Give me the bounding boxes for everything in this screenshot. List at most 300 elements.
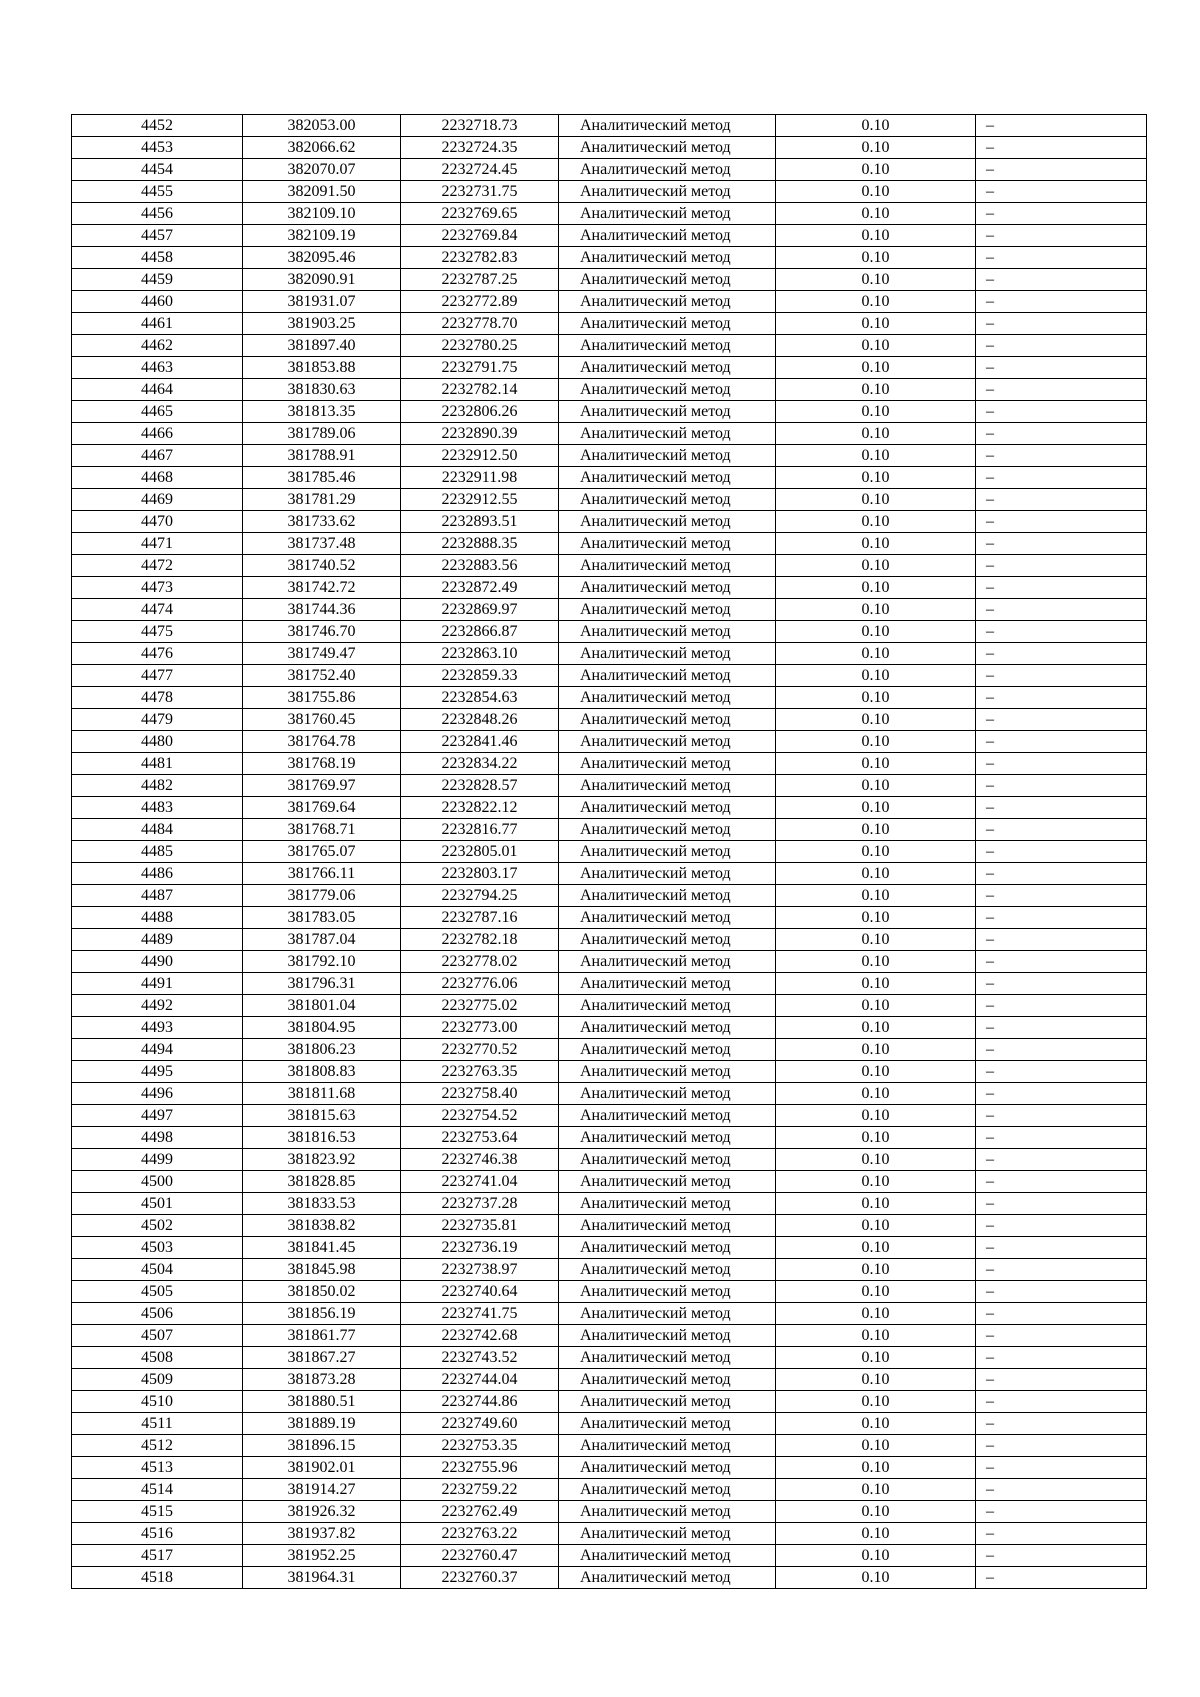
x-coordinate-cell: 381914.27 bbox=[243, 1479, 401, 1501]
method-cell: Аналитический метод bbox=[559, 1061, 776, 1083]
note-cell: – bbox=[976, 1567, 1147, 1589]
accuracy-cell: 0.10 bbox=[776, 1127, 976, 1149]
y-coordinate-cell: 2232770.52 bbox=[401, 1039, 559, 1061]
x-coordinate-cell: 382109.10 bbox=[243, 203, 401, 225]
coordinates-table-body bbox=[72, 115, 1147, 1589]
point-number-cell: 4484 bbox=[72, 819, 243, 841]
x-coordinate-cell: 381828.85 bbox=[243, 1171, 401, 1193]
y-coordinate-cell: 2232872.49 bbox=[401, 577, 559, 599]
x-coordinate-cell: 381813.35 bbox=[243, 401, 401, 423]
method-cell: Аналитический метод bbox=[559, 115, 776, 137]
accuracy-cell: 0.10 bbox=[776, 1523, 976, 1545]
accuracy-cell: 0.10 bbox=[776, 423, 976, 445]
x-coordinate-cell: 381804.95 bbox=[243, 1017, 401, 1039]
method-cell: Аналитический метод bbox=[559, 621, 776, 643]
y-coordinate-cell: 2232778.70 bbox=[401, 313, 559, 335]
accuracy-cell: 0.10 bbox=[776, 247, 976, 269]
point-number-cell: 4473 bbox=[72, 577, 243, 599]
x-coordinate-cell: 381861.77 bbox=[243, 1325, 401, 1347]
x-coordinate-cell: 381833.53 bbox=[243, 1193, 401, 1215]
point-number-cell: 4512 bbox=[72, 1435, 243, 1457]
table-row bbox=[72, 423, 1147, 445]
point-number-cell: 4497 bbox=[72, 1105, 243, 1127]
point-number-cell: 4485 bbox=[72, 841, 243, 863]
x-coordinate-cell: 381806.23 bbox=[243, 1039, 401, 1061]
accuracy-cell: 0.10 bbox=[776, 1567, 976, 1589]
method-cell: Аналитический метод bbox=[559, 445, 776, 467]
y-coordinate-cell: 2232773.00 bbox=[401, 1017, 559, 1039]
accuracy-cell: 0.10 bbox=[776, 1171, 976, 1193]
method-cell: Аналитический метод bbox=[559, 1479, 776, 1501]
y-coordinate-cell: 2232869.97 bbox=[401, 599, 559, 621]
note-cell: – bbox=[976, 841, 1147, 863]
table-row bbox=[72, 1479, 1147, 1501]
y-coordinate-cell: 2232866.87 bbox=[401, 621, 559, 643]
method-cell: Аналитический метод bbox=[559, 335, 776, 357]
x-coordinate-cell: 381801.04 bbox=[243, 995, 401, 1017]
method-cell: Аналитический метод bbox=[559, 1017, 776, 1039]
method-cell: Аналитический метод bbox=[559, 379, 776, 401]
x-coordinate-cell: 381964.31 bbox=[243, 1567, 401, 1589]
method-cell: Аналитический метод bbox=[559, 709, 776, 731]
method-cell: Аналитический метод bbox=[559, 291, 776, 313]
point-number-cell: 4508 bbox=[72, 1347, 243, 1369]
x-coordinate-cell: 381873.28 bbox=[243, 1369, 401, 1391]
method-cell: Аналитический метод bbox=[559, 1545, 776, 1567]
method-cell: Аналитический метод bbox=[559, 1039, 776, 1061]
method-cell: Аналитический метод bbox=[559, 511, 776, 533]
x-coordinate-cell: 381744.36 bbox=[243, 599, 401, 621]
point-number-cell: 4499 bbox=[72, 1149, 243, 1171]
y-coordinate-cell: 2232863.10 bbox=[401, 643, 559, 665]
note-cell: – bbox=[976, 753, 1147, 775]
accuracy-cell: 0.10 bbox=[776, 1017, 976, 1039]
note-cell: – bbox=[976, 643, 1147, 665]
method-cell: Аналитический метод bbox=[559, 841, 776, 863]
accuracy-cell: 0.10 bbox=[776, 1193, 976, 1215]
table-row bbox=[72, 247, 1147, 269]
y-coordinate-cell: 2232724.45 bbox=[401, 159, 559, 181]
method-cell: Аналитический метод bbox=[559, 1215, 776, 1237]
accuracy-cell: 0.10 bbox=[776, 1215, 976, 1237]
y-coordinate-cell: 2232724.35 bbox=[401, 137, 559, 159]
y-coordinate-cell: 2232763.35 bbox=[401, 1061, 559, 1083]
accuracy-cell: 0.10 bbox=[776, 1303, 976, 1325]
table-row bbox=[72, 819, 1147, 841]
table-row bbox=[72, 731, 1147, 753]
method-cell: Аналитический метод bbox=[559, 423, 776, 445]
point-number-cell: 4492 bbox=[72, 995, 243, 1017]
table-row bbox=[72, 1501, 1147, 1523]
note-cell: – bbox=[976, 1501, 1147, 1523]
point-number-cell: 4466 bbox=[72, 423, 243, 445]
method-cell: Аналитический метод bbox=[559, 1149, 776, 1171]
method-cell: Аналитический метод bbox=[559, 1413, 776, 1435]
accuracy-cell: 0.10 bbox=[776, 1479, 976, 1501]
accuracy-cell: 0.10 bbox=[776, 137, 976, 159]
table-row bbox=[72, 1039, 1147, 1061]
y-coordinate-cell: 2232742.68 bbox=[401, 1325, 559, 1347]
y-coordinate-cell: 2232758.40 bbox=[401, 1083, 559, 1105]
y-coordinate-cell: 2232740.64 bbox=[401, 1281, 559, 1303]
method-cell: Аналитический метод bbox=[559, 1105, 776, 1127]
x-coordinate-cell: 381740.52 bbox=[243, 555, 401, 577]
point-number-cell: 4452 bbox=[72, 115, 243, 137]
accuracy-cell: 0.10 bbox=[776, 731, 976, 753]
point-number-cell: 4502 bbox=[72, 1215, 243, 1237]
note-cell: – bbox=[976, 511, 1147, 533]
accuracy-cell: 0.10 bbox=[776, 1039, 976, 1061]
x-coordinate-cell: 381823.92 bbox=[243, 1149, 401, 1171]
method-cell: Аналитический метод bbox=[559, 225, 776, 247]
accuracy-cell: 0.10 bbox=[776, 1325, 976, 1347]
y-coordinate-cell: 2232744.04 bbox=[401, 1369, 559, 1391]
accuracy-cell: 0.10 bbox=[776, 1061, 976, 1083]
accuracy-cell: 0.10 bbox=[776, 1237, 976, 1259]
method-cell: Аналитический метод bbox=[559, 1567, 776, 1589]
accuracy-cell: 0.10 bbox=[776, 401, 976, 423]
table-row bbox=[72, 687, 1147, 709]
y-coordinate-cell: 2232859.33 bbox=[401, 665, 559, 687]
x-coordinate-cell: 381952.25 bbox=[243, 1545, 401, 1567]
y-coordinate-cell: 2232806.26 bbox=[401, 401, 559, 423]
table-row bbox=[72, 665, 1147, 687]
y-coordinate-cell: 2232841.46 bbox=[401, 731, 559, 753]
point-number-cell: 4464 bbox=[72, 379, 243, 401]
x-coordinate-cell: 382095.46 bbox=[243, 247, 401, 269]
note-cell: – bbox=[976, 1545, 1147, 1567]
point-number-cell: 4453 bbox=[72, 137, 243, 159]
method-cell: Аналитический метод bbox=[559, 247, 776, 269]
x-coordinate-cell: 381931.07 bbox=[243, 291, 401, 313]
x-coordinate-cell: 381746.70 bbox=[243, 621, 401, 643]
y-coordinate-cell: 2232718.73 bbox=[401, 115, 559, 137]
note-cell: – bbox=[976, 1369, 1147, 1391]
y-coordinate-cell: 2232759.22 bbox=[401, 1479, 559, 1501]
note-cell: – bbox=[976, 819, 1147, 841]
x-coordinate-cell: 382066.62 bbox=[243, 137, 401, 159]
x-coordinate-cell: 381749.47 bbox=[243, 643, 401, 665]
note-cell: – bbox=[976, 709, 1147, 731]
accuracy-cell: 0.10 bbox=[776, 225, 976, 247]
table-row bbox=[72, 1281, 1147, 1303]
y-coordinate-cell: 2232763.22 bbox=[401, 1523, 559, 1545]
point-number-cell: 4472 bbox=[72, 555, 243, 577]
table-row bbox=[72, 907, 1147, 929]
method-cell: Аналитический метод bbox=[559, 643, 776, 665]
y-coordinate-cell: 2232888.35 bbox=[401, 533, 559, 555]
point-number-cell: 4489 bbox=[72, 929, 243, 951]
accuracy-cell: 0.10 bbox=[776, 357, 976, 379]
point-number-cell: 4470 bbox=[72, 511, 243, 533]
point-number-cell: 4478 bbox=[72, 687, 243, 709]
table-row bbox=[72, 357, 1147, 379]
x-coordinate-cell: 381841.45 bbox=[243, 1237, 401, 1259]
note-cell: – bbox=[976, 313, 1147, 335]
table-row bbox=[72, 1259, 1147, 1281]
y-coordinate-cell: 2232754.52 bbox=[401, 1105, 559, 1127]
note-cell: – bbox=[976, 731, 1147, 753]
table-row bbox=[72, 753, 1147, 775]
point-number-cell: 4510 bbox=[72, 1391, 243, 1413]
x-coordinate-cell: 381760.45 bbox=[243, 709, 401, 731]
accuracy-cell: 0.10 bbox=[776, 1369, 976, 1391]
accuracy-cell: 0.10 bbox=[776, 687, 976, 709]
point-number-cell: 4467 bbox=[72, 445, 243, 467]
y-coordinate-cell: 2232776.06 bbox=[401, 973, 559, 995]
accuracy-cell: 0.10 bbox=[776, 489, 976, 511]
accuracy-cell: 0.10 bbox=[776, 599, 976, 621]
note-cell: – bbox=[976, 929, 1147, 951]
note-cell: – bbox=[976, 1083, 1147, 1105]
point-number-cell: 4460 bbox=[72, 291, 243, 313]
accuracy-cell: 0.10 bbox=[776, 379, 976, 401]
y-coordinate-cell: 2232893.51 bbox=[401, 511, 559, 533]
point-number-cell: 4516 bbox=[72, 1523, 243, 1545]
note-cell: – bbox=[976, 159, 1147, 181]
point-number-cell: 4476 bbox=[72, 643, 243, 665]
note-cell: – bbox=[976, 379, 1147, 401]
table-row bbox=[72, 489, 1147, 511]
coordinates-table bbox=[71, 114, 1147, 1589]
note-cell: – bbox=[976, 269, 1147, 291]
table-row bbox=[72, 511, 1147, 533]
x-coordinate-cell: 381926.32 bbox=[243, 1501, 401, 1523]
y-coordinate-cell: 2232816.77 bbox=[401, 819, 559, 841]
accuracy-cell: 0.10 bbox=[776, 1105, 976, 1127]
method-cell: Аналитический метод bbox=[559, 357, 776, 379]
table-row bbox=[72, 1435, 1147, 1457]
x-coordinate-cell: 381838.82 bbox=[243, 1215, 401, 1237]
point-number-cell: 4482 bbox=[72, 775, 243, 797]
note-cell: – bbox=[976, 1039, 1147, 1061]
note-cell: – bbox=[976, 1347, 1147, 1369]
point-number-cell: 4490 bbox=[72, 951, 243, 973]
point-number-cell: 4459 bbox=[72, 269, 243, 291]
note-cell: – bbox=[976, 797, 1147, 819]
table-row bbox=[72, 1193, 1147, 1215]
point-number-cell: 4456 bbox=[72, 203, 243, 225]
accuracy-cell: 0.10 bbox=[776, 929, 976, 951]
point-number-cell: 4513 bbox=[72, 1457, 243, 1479]
accuracy-cell: 0.10 bbox=[776, 555, 976, 577]
y-coordinate-cell: 2232912.50 bbox=[401, 445, 559, 467]
y-coordinate-cell: 2232883.56 bbox=[401, 555, 559, 577]
table-row bbox=[72, 577, 1147, 599]
note-cell: – bbox=[976, 951, 1147, 973]
table-row bbox=[72, 335, 1147, 357]
y-coordinate-cell: 2232760.37 bbox=[401, 1567, 559, 1589]
x-coordinate-cell: 382091.50 bbox=[243, 181, 401, 203]
note-cell: – bbox=[976, 555, 1147, 577]
x-coordinate-cell: 381768.71 bbox=[243, 819, 401, 841]
note-cell: – bbox=[976, 357, 1147, 379]
x-coordinate-cell: 382053.00 bbox=[243, 115, 401, 137]
note-cell: – bbox=[976, 995, 1147, 1017]
table-row bbox=[72, 225, 1147, 247]
x-coordinate-cell: 381769.64 bbox=[243, 797, 401, 819]
note-cell: – bbox=[976, 1457, 1147, 1479]
point-number-cell: 4458 bbox=[72, 247, 243, 269]
method-cell: Аналитический метод bbox=[559, 819, 776, 841]
x-coordinate-cell: 381766.11 bbox=[243, 863, 401, 885]
table-row bbox=[72, 621, 1147, 643]
point-number-cell: 4454 bbox=[72, 159, 243, 181]
table-row bbox=[72, 1127, 1147, 1149]
method-cell: Аналитический метод bbox=[559, 797, 776, 819]
point-number-cell: 4462 bbox=[72, 335, 243, 357]
accuracy-cell: 0.10 bbox=[776, 313, 976, 335]
note-cell: – bbox=[976, 863, 1147, 885]
method-cell: Аналитический метод bbox=[559, 1391, 776, 1413]
method-cell: Аналитический метод bbox=[559, 533, 776, 555]
table-row bbox=[72, 973, 1147, 995]
point-number-cell: 4468 bbox=[72, 467, 243, 489]
table-row bbox=[72, 995, 1147, 1017]
y-coordinate-cell: 2232780.25 bbox=[401, 335, 559, 357]
note-cell: – bbox=[976, 775, 1147, 797]
method-cell: Аналитический метод bbox=[559, 467, 776, 489]
note-cell: – bbox=[976, 225, 1147, 247]
x-coordinate-cell: 381889.19 bbox=[243, 1413, 401, 1435]
method-cell: Аналитический метод bbox=[559, 687, 776, 709]
y-coordinate-cell: 2232731.75 bbox=[401, 181, 559, 203]
accuracy-cell: 0.10 bbox=[776, 621, 976, 643]
point-number-cell: 4461 bbox=[72, 313, 243, 335]
accuracy-cell: 0.10 bbox=[776, 951, 976, 973]
method-cell: Аналитический метод bbox=[559, 1171, 776, 1193]
note-cell: – bbox=[976, 533, 1147, 555]
table-row bbox=[72, 313, 1147, 335]
x-coordinate-cell: 381787.04 bbox=[243, 929, 401, 951]
accuracy-cell: 0.10 bbox=[776, 1545, 976, 1567]
note-cell: – bbox=[976, 115, 1147, 137]
y-coordinate-cell: 2232805.01 bbox=[401, 841, 559, 863]
table-row bbox=[72, 885, 1147, 907]
accuracy-cell: 0.10 bbox=[776, 1501, 976, 1523]
x-coordinate-cell: 381815.63 bbox=[243, 1105, 401, 1127]
table-row bbox=[72, 269, 1147, 291]
x-coordinate-cell: 381737.48 bbox=[243, 533, 401, 555]
point-number-cell: 4481 bbox=[72, 753, 243, 775]
accuracy-cell: 0.10 bbox=[776, 841, 976, 863]
accuracy-cell: 0.10 bbox=[776, 445, 976, 467]
accuracy-cell: 0.10 bbox=[776, 665, 976, 687]
method-cell: Аналитический метод bbox=[559, 1501, 776, 1523]
note-cell: – bbox=[976, 1017, 1147, 1039]
point-number-cell: 4483 bbox=[72, 797, 243, 819]
point-number-cell: 4486 bbox=[72, 863, 243, 885]
table-row bbox=[72, 159, 1147, 181]
method-cell: Аналитический метод bbox=[559, 159, 776, 181]
x-coordinate-cell: 381850.02 bbox=[243, 1281, 401, 1303]
accuracy-cell: 0.10 bbox=[776, 115, 976, 137]
table-row bbox=[72, 1061, 1147, 1083]
method-cell: Аналитический метод bbox=[559, 137, 776, 159]
method-cell: Аналитический метод bbox=[559, 665, 776, 687]
y-coordinate-cell: 2232828.57 bbox=[401, 775, 559, 797]
note-cell: – bbox=[976, 665, 1147, 687]
x-coordinate-cell: 381796.31 bbox=[243, 973, 401, 995]
method-cell: Аналитический метод bbox=[559, 599, 776, 621]
accuracy-cell: 0.10 bbox=[776, 775, 976, 797]
point-number-cell: 4493 bbox=[72, 1017, 243, 1039]
note-cell: – bbox=[976, 1127, 1147, 1149]
y-coordinate-cell: 2232782.14 bbox=[401, 379, 559, 401]
method-cell: Аналитический метод bbox=[559, 489, 776, 511]
x-coordinate-cell: 381742.72 bbox=[243, 577, 401, 599]
table-row bbox=[72, 841, 1147, 863]
method-cell: Аналитический метод bbox=[559, 1369, 776, 1391]
y-coordinate-cell: 2232854.63 bbox=[401, 687, 559, 709]
x-coordinate-cell: 382090.91 bbox=[243, 269, 401, 291]
x-coordinate-cell: 381896.15 bbox=[243, 1435, 401, 1457]
accuracy-cell: 0.10 bbox=[776, 907, 976, 929]
note-cell: – bbox=[976, 1413, 1147, 1435]
x-coordinate-cell: 381788.91 bbox=[243, 445, 401, 467]
x-coordinate-cell: 381764.78 bbox=[243, 731, 401, 753]
point-number-cell: 4455 bbox=[72, 181, 243, 203]
accuracy-cell: 0.10 bbox=[776, 753, 976, 775]
accuracy-cell: 0.10 bbox=[776, 467, 976, 489]
method-cell: Аналитический метод bbox=[559, 951, 776, 973]
table-row bbox=[72, 1325, 1147, 1347]
table-row bbox=[72, 1171, 1147, 1193]
table-row bbox=[72, 181, 1147, 203]
accuracy-cell: 0.10 bbox=[776, 1083, 976, 1105]
accuracy-cell: 0.10 bbox=[776, 995, 976, 1017]
table-row bbox=[72, 1017, 1147, 1039]
y-coordinate-cell: 2232753.64 bbox=[401, 1127, 559, 1149]
method-cell: Аналитический метод bbox=[559, 313, 776, 335]
table-row bbox=[72, 401, 1147, 423]
x-coordinate-cell: 382109.19 bbox=[243, 225, 401, 247]
note-cell: – bbox=[976, 599, 1147, 621]
x-coordinate-cell: 381811.68 bbox=[243, 1083, 401, 1105]
table-row bbox=[72, 203, 1147, 225]
point-number-cell: 4511 bbox=[72, 1413, 243, 1435]
method-cell: Аналитический метод bbox=[559, 973, 776, 995]
x-coordinate-cell: 381897.40 bbox=[243, 335, 401, 357]
table-row bbox=[72, 1303, 1147, 1325]
method-cell: Аналитический метод bbox=[559, 731, 776, 753]
y-coordinate-cell: 2232848.26 bbox=[401, 709, 559, 731]
point-number-cell: 4488 bbox=[72, 907, 243, 929]
table-row bbox=[72, 599, 1147, 621]
note-cell: – bbox=[976, 1391, 1147, 1413]
table-row bbox=[72, 775, 1147, 797]
table-row bbox=[72, 863, 1147, 885]
point-number-cell: 4505 bbox=[72, 1281, 243, 1303]
method-cell: Аналитический метод bbox=[559, 775, 776, 797]
y-coordinate-cell: 2232787.25 bbox=[401, 269, 559, 291]
table-row bbox=[72, 533, 1147, 555]
x-coordinate-cell: 381937.82 bbox=[243, 1523, 401, 1545]
y-coordinate-cell: 2232787.16 bbox=[401, 907, 559, 929]
note-cell: – bbox=[976, 1171, 1147, 1193]
y-coordinate-cell: 2232738.97 bbox=[401, 1259, 559, 1281]
accuracy-cell: 0.10 bbox=[776, 863, 976, 885]
point-number-cell: 4509 bbox=[72, 1369, 243, 1391]
accuracy-cell: 0.10 bbox=[776, 1413, 976, 1435]
y-coordinate-cell: 2232911.98 bbox=[401, 467, 559, 489]
x-coordinate-cell: 381785.46 bbox=[243, 467, 401, 489]
method-cell: Аналитический метод bbox=[559, 181, 776, 203]
point-number-cell: 4495 bbox=[72, 1061, 243, 1083]
x-coordinate-cell: 381830.63 bbox=[243, 379, 401, 401]
y-coordinate-cell: 2232755.96 bbox=[401, 1457, 559, 1479]
point-number-cell: 4506 bbox=[72, 1303, 243, 1325]
